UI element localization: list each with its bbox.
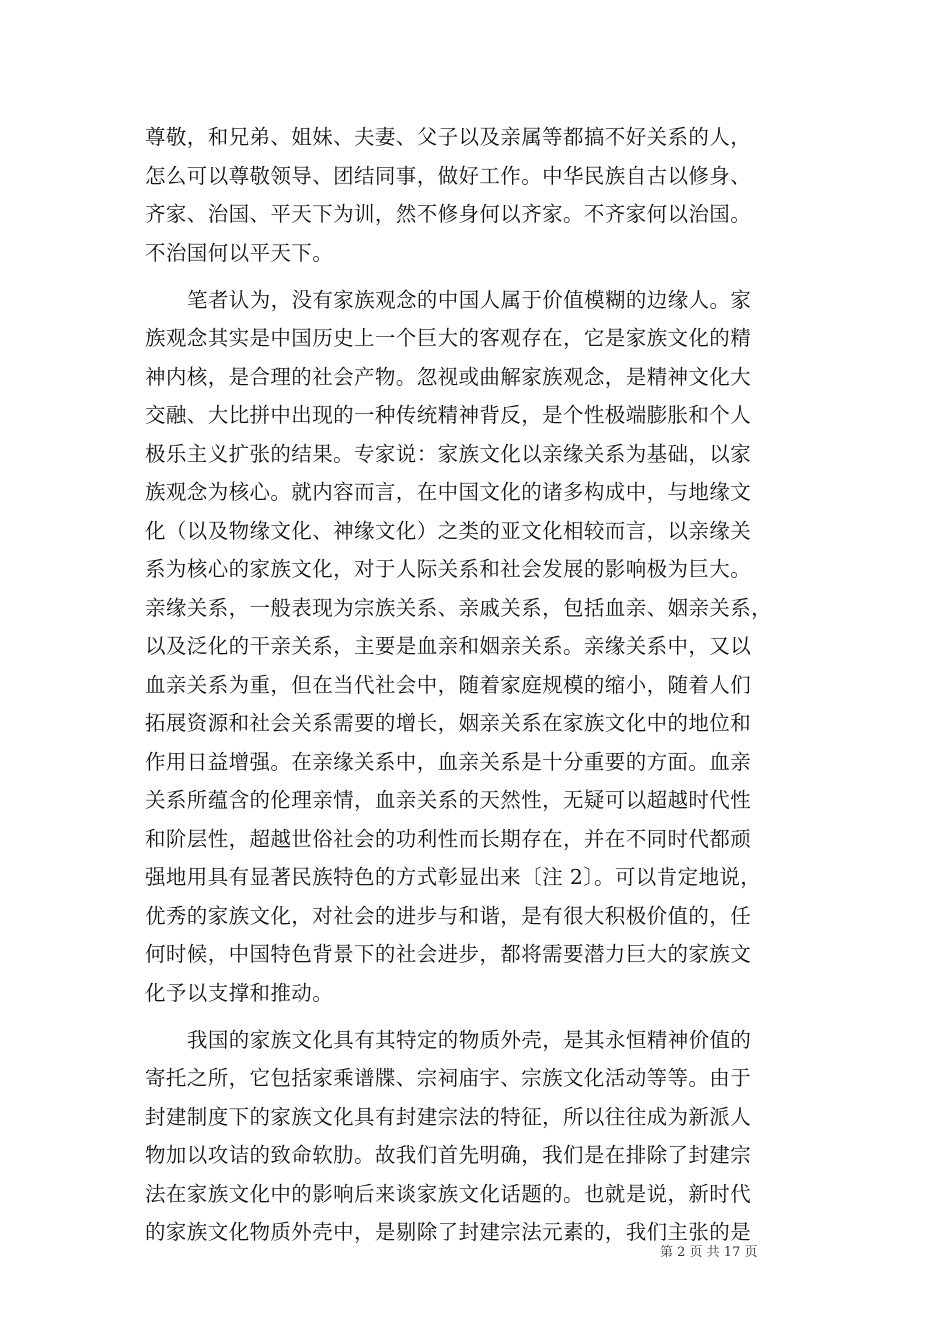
- text-line: 系为核心的家族文化，对于人际关系和社会发展的影响极为巨大。: [145, 557, 752, 581]
- text-line: 神内核，是合理的社会产物。忽视或曲解家族观念，是精神文化大: [145, 364, 752, 389]
- text-line: 的家族文化物质外壳中，是剔除了封建宗法元素的，我们主张的是: [145, 1220, 752, 1244]
- paragraph: [145, 118, 817, 272]
- text-line: 我国的家族文化具有其特定的物质外壳，是其永恒精神价值的: [187, 1027, 752, 1052]
- text-line: 笔者认为，没有家族观念的中国人属于价值模糊的边缘人。家: [187, 287, 752, 312]
- body-text: [145, 118, 817, 1252]
- text-line: 血亲关系为重，但在当代社会中，随着家庭规模的缩小，随着人们: [145, 672, 752, 697]
- paragraph: [145, 1021, 817, 1252]
- text-line: 法在家族文化中的影响后来谈家族文化话题的。也就是说，新时代: [145, 1181, 752, 1206]
- page-number-footer: 第 2 页 共 17 页: [660, 1245, 758, 1260]
- text-line: 极乐主义扩张的结果。专家说：家族文化以亲缘关系为基础，以家: [145, 441, 752, 466]
- text-line: 族观念其实是中国历史上一个巨大的客观存在，它是家族文化的精: [145, 326, 752, 350]
- text-line: 不治国何以平天下。: [145, 240, 334, 265]
- text-line: 优秀的家族文化，对社会的进步与和谐，是有很大积极价值的，任: [145, 903, 752, 928]
- text-line: 强地用具有显著民族特色的方式彰显出来〔注 2〕。可以肯定地说，: [145, 865, 762, 889]
- paragraph: [145, 281, 817, 1013]
- text-line: 怎么可以尊敬领导、团结同事，做好工作。中华民族自古以修身、: [145, 163, 752, 188]
- text-line: 拓展资源和社会关系需要的增长，姻亲关系在家族文化中的地位和: [145, 711, 752, 735]
- text-line: 以及泛化的干亲关系，主要是血亲和姻亲关系。亲缘关系中，又以: [145, 634, 752, 658]
- text-line: 齐家、治国、平天下为训，然不修身何以齐家。不齐家何以治国。: [145, 202, 752, 226]
- text-line: 关系所蕴含的伦理亲情，血亲关系的天然性，无疑可以超越时代性: [145, 788, 752, 812]
- text-line: 寄托之所，它包括家乘谱牒、宗祠庙宇、宗族文化活动等等。由于: [145, 1066, 752, 1090]
- text-line: 化予以支撑和推动。: [145, 980, 334, 1005]
- text-line: 作用日益增强。在亲缘关系中，血亲关系是十分重要的方面。血亲: [145, 749, 752, 774]
- text-line: 族观念为核心。就内容而言，在中国文化的诸多构成中，与地缘文: [145, 480, 752, 504]
- text-line: 亲缘关系，一般表现为宗族关系、亲戚关系，包括血亲、姻亲关系，: [145, 595, 772, 620]
- text-line: 和阶层性，超越世俗社会的功利性而长期存在，并在不同时代都顽: [145, 826, 752, 851]
- text-line: 交融、大比拼中出现的一种传统精神背反，是个性极端膨胀和个人: [145, 403, 752, 427]
- text-line: 何时候，中国特色背景下的社会进步，都将需要潜力巨大的家族文: [145, 942, 752, 966]
- text-line: 化（以及物缘文化、神缘文化）之类的亚文化相较而言，以亲缘关: [145, 518, 752, 543]
- text-line: 封建制度下的家族文化具有封建宗法的特征，所以往往成为新派人: [145, 1104, 752, 1129]
- text-line: 尊敬，和兄弟、姐妹、夫妻、父子以及亲属等都搞不好关系的人，: [145, 125, 752, 149]
- text-line: 物加以攻诘的致命软肋。故我们首先明确，我们是在排除了封建宗: [145, 1143, 752, 1167]
